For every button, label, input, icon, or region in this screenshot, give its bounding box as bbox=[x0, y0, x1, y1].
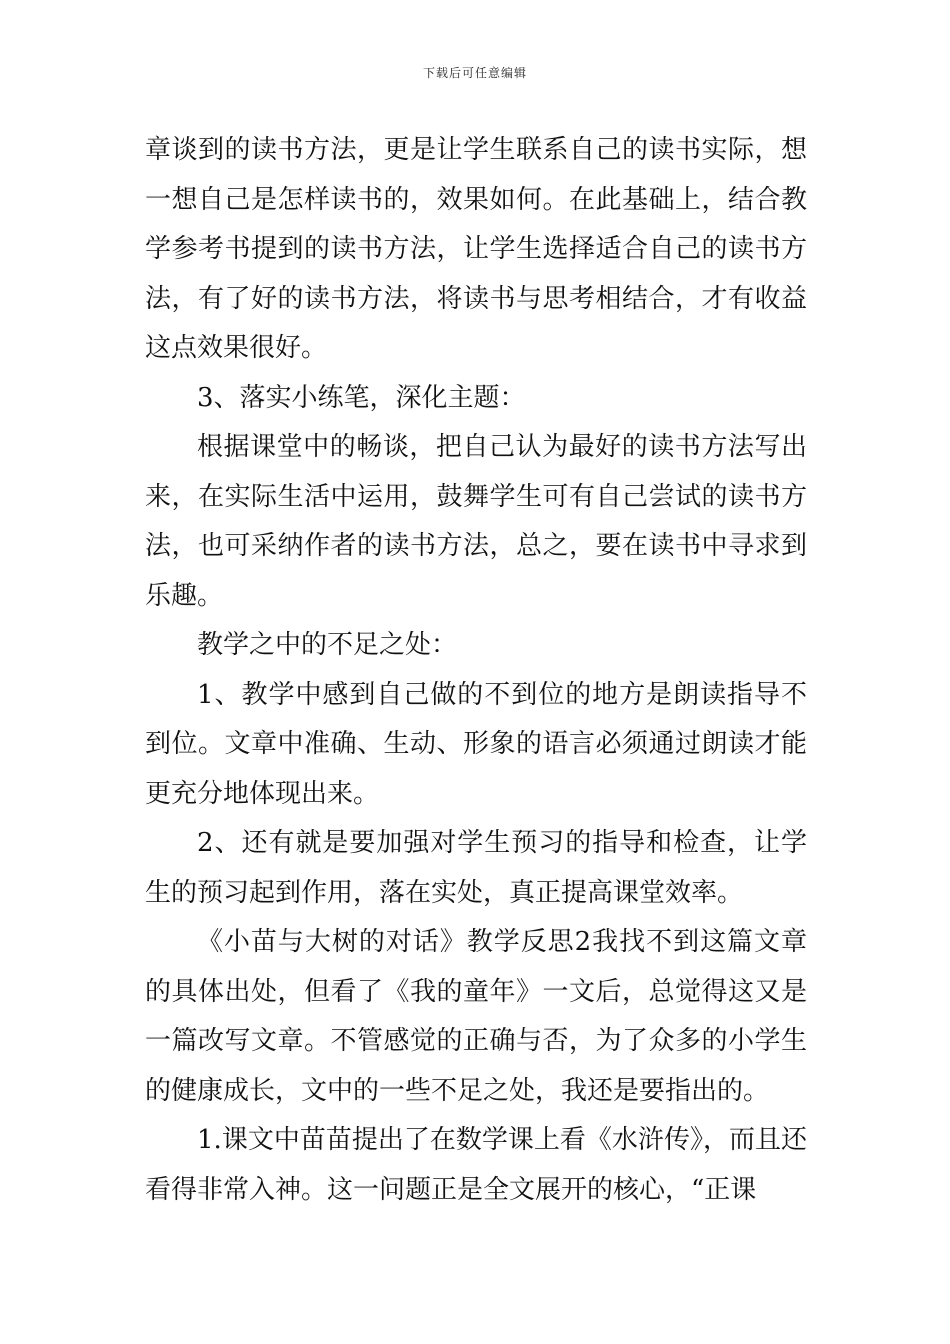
document-body bbox=[145, 126, 807, 1215]
paragraph-1: 章谈到的读书方法，更是让学生联系自己的读书实际，想一想自己是怎样读书的，效果如何。在此基础上，结合教学参考书提到的读书方法，让学生选择适合自己的读书方法，有了好的读书方法，将读书与思考相结合，才有收益这点效果很好。 bbox=[145, 135, 807, 363]
paragraph-7: 《小苗与大树的对话》教学反思2我找不到这篇文章的具体出处，但看了《我的童年》一文后，总觉得这又是一篇改写文章。不管感觉的正确与否，为了众多的小学生的健康成长，文中的一些不足之处，我还是要指出的。 bbox=[145, 927, 807, 1106]
paragraph-3: 根据课堂中的畅谈，把自己认为最好的读书方法写出来，在实际生活中运用，鼓舞学生可有自己尝试的读书方法，也可采纳作者的读书方法，总之，要在读书中寻求到乐趣。 bbox=[145, 432, 807, 611]
paragraph-8: 1.课文中苗苗提出了在数学课上看《水浒传》，而且还看得非常入神。这一问题正是全文展开的核心，“正课 bbox=[145, 1125, 807, 1205]
paragraph-6: 2、还有就是要加强对学生预习的指导和检查，让学生的预习起到作用，落在实处，真正提高课堂效率。 bbox=[145, 828, 807, 908]
page-header: 下载后可任意编辑 bbox=[422, 66, 527, 80]
paragraph-2: 3、落实小练笔，深化主题： bbox=[197, 382, 526, 413]
paragraph-4: 教学之中的不足之处： bbox=[197, 630, 458, 660]
paragraph-5: 1、教学中感到自己做的不到位的地方是朗读指导不到位。文章中准确、生动、形象的语言必须通过朗读才能更充分地体现出来。 bbox=[145, 679, 807, 809]
